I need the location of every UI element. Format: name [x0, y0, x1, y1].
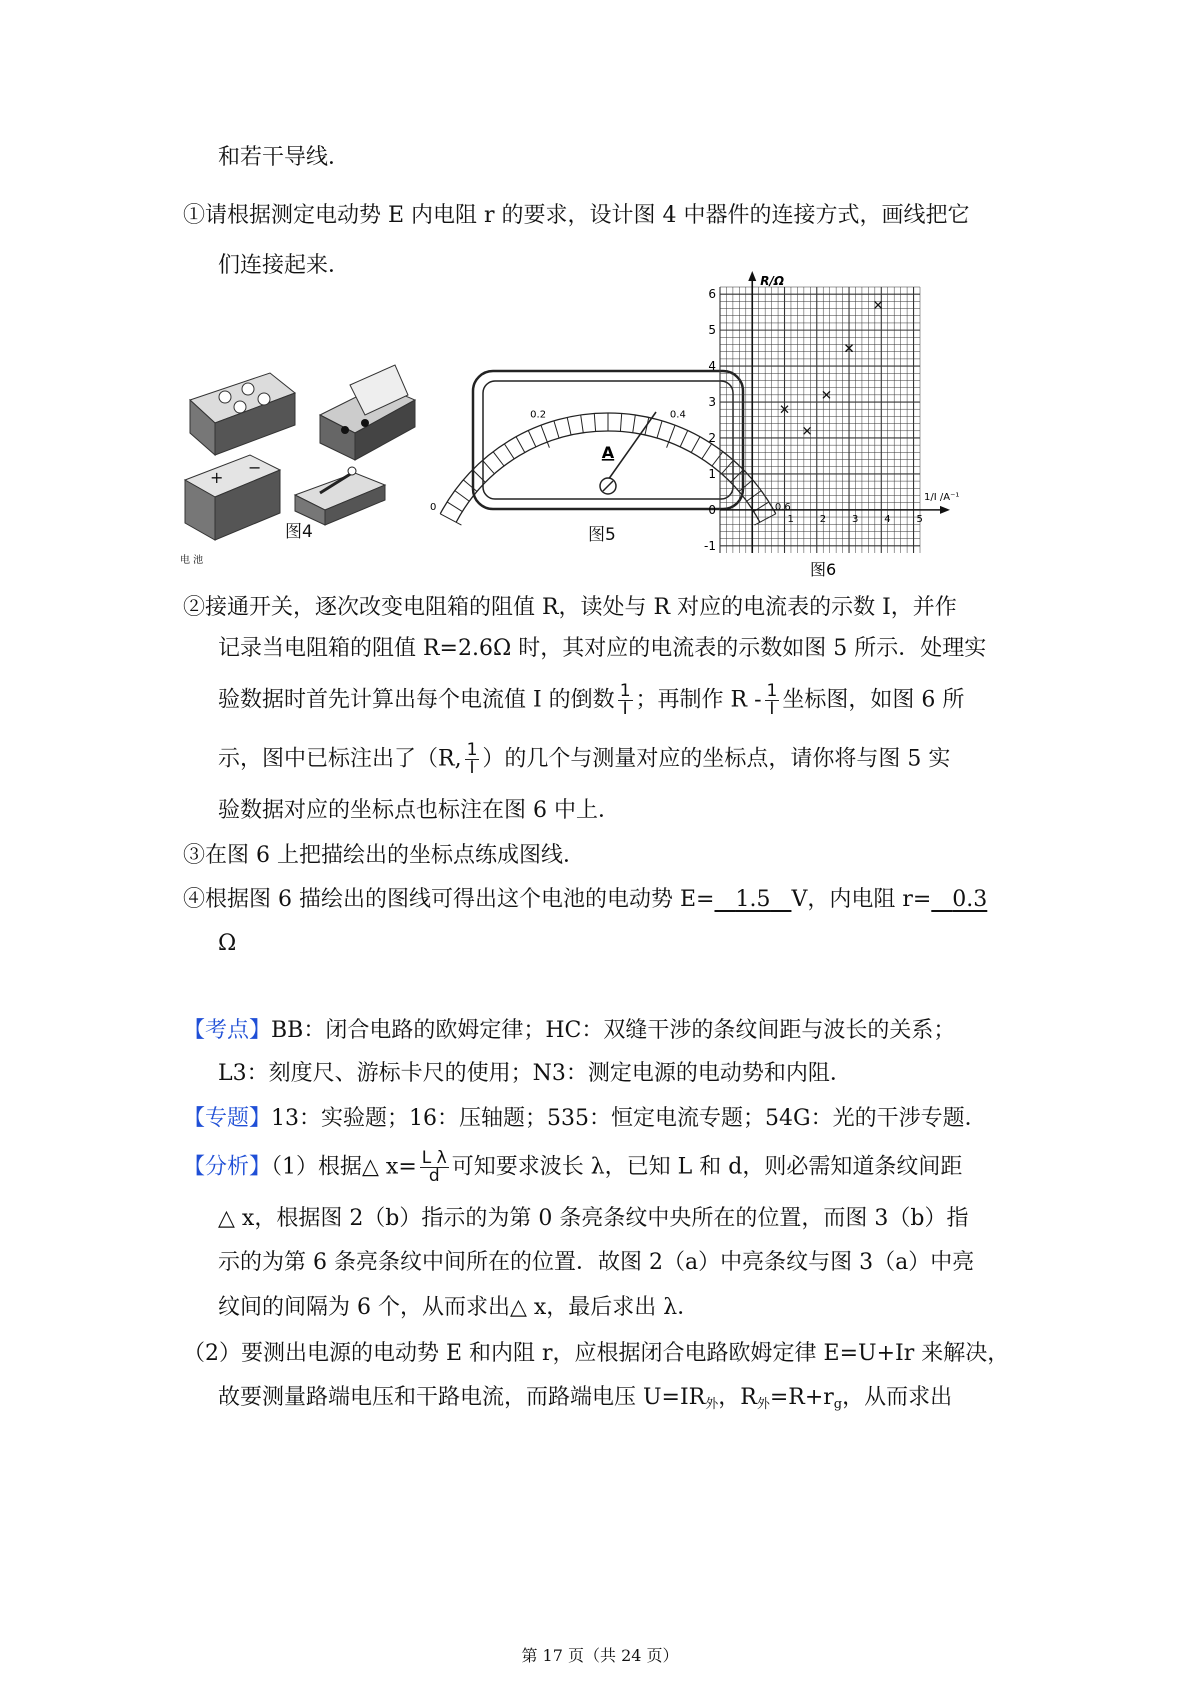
- x-tick-label: 3: [852, 513, 859, 525]
- y-tick-label: 5: [708, 323, 716, 338]
- dial-tick-label: 0.2: [530, 409, 547, 421]
- figure-6-chart: [700, 265, 1000, 595]
- text-line: 故要测量路端电压和干路电流，而路端电压 U=IR外，R外=R+rg，从而求出: [218, 1385, 953, 1412]
- fenxi-tag: 【分析】: [183, 1154, 272, 1180]
- text-line: ②接通开关，逐次改变电阻箱的阻值 R，读处与 R 对应的电流表的示数 I，并作: [183, 595, 957, 620]
- text-line: 验数据对应的坐标点也标注在图 6 中上．: [218, 798, 620, 823]
- zhuanti-tag: 【专题】: [183, 1106, 272, 1131]
- dial-tick-label: 0: [429, 502, 437, 514]
- svg-text:+: +: [210, 468, 224, 487]
- x-tick-label: 4: [884, 513, 891, 525]
- kaodian-line: 【考点】BB：闭合电路的欧姆定律；HC：双缝干涉的条纹间距与波长的关系；: [183, 1018, 956, 1043]
- figure-5-label: 图5: [588, 525, 616, 545]
- text-line: L3：刻度尺、游标卡尺的使用；N3：测定电源的电动势和内阻．: [218, 1061, 852, 1086]
- ammeter-letter: A: [601, 443, 615, 462]
- dial-tick: [455, 491, 470, 502]
- data-point: [875, 301, 882, 308]
- dial-tick: [447, 502, 462, 512]
- y-tick-label: 2: [708, 430, 716, 445]
- text-line: 示，图中已标注出了（R, $\frac{1}{I}$ ）的几个与测量对应的坐标点，请你将与图 5 实: [218, 740, 951, 778]
- text-line: Ω: [218, 931, 237, 956]
- text-line: △ x，根据图 2（b）指示的为第 0 条亮条纹中央所在的位置，而图 3（b）指: [218, 1206, 969, 1231]
- x-axis-arrow: [940, 506, 950, 514]
- text-line: 验数据时首先计算出每个电流值 I 的倒数 $\frac{1}{I}$ ；再制作 R - $\frac{1}{I}$ 坐标图，如图 6 所: [218, 681, 965, 719]
- y-tick-label: 0: [708, 502, 716, 517]
- answer-emf: 1.5: [735, 887, 771, 912]
- y-tick-label: 3: [708, 395, 716, 410]
- page-footer: 第 17 页（共 24 页）: [521, 1646, 679, 1665]
- text-line: 记录当电阻箱的阻值 R=2.6Ω 时，其对应的电流表的示数如图 5 所示．处理实: [218, 636, 987, 661]
- text-line: 示的为第 6 条亮条纹中间所在的位置．故图 2（a）中亮条纹与图 3（a）中亮: [218, 1250, 975, 1275]
- battery: [180, 455, 280, 566]
- fraction-1-over-i: $\frac{1}{I}$: [766, 681, 778, 719]
- text-line: 们连接起来．: [218, 253, 351, 278]
- y-tick-label: 6: [708, 287, 716, 302]
- fenxi-line: 【分析】（1）根据△ x= $\frac{\text{L λ}}{d}$ 可知要求波长 λ，已知 L 和 d，则必需知道条纹间距: [183, 1148, 963, 1186]
- zhuanti-line: 【专题】13：实验题；16：压轴题；535：恒定电流专题；54G：光的干涉专题．: [183, 1106, 987, 1131]
- dial-tick-label: 0.6: [774, 502, 791, 514]
- y-axis-label: R/Ω: [760, 274, 785, 288]
- text-line: ③在图 6 上把描绘出的坐标点练成图线．: [183, 843, 585, 868]
- answer-internal-resistance: 0.3: [952, 887, 988, 912]
- text-line: ①请根据测定电动势 E 内电阻 r 的要求，设计图 4 中器件的连接方式，画线把它: [183, 203, 970, 228]
- fraction-1-over-i: $\frac{1}{I}$: [466, 740, 478, 778]
- switch: [295, 467, 385, 525]
- text-line: 纹间的间隔为 6 个，从而求出△ x，最后求出 λ．: [218, 1295, 700, 1320]
- ammeter-device: [320, 365, 415, 460]
- dial-tick-label: 0.4: [669, 409, 686, 421]
- text-line: （2）要测出电源的电动势 E 和内阻 r，应根据闭合电路欧姆定律 E=U+Ir 来解决，: [183, 1341, 1010, 1366]
- y-tick-label: 4: [708, 359, 716, 374]
- text-line: ④根据图 6 描绘出的图线可得出这个电池的电动势 E= 1.5 V，内电阻 r= 0.3: [183, 887, 988, 912]
- battery-label: 电 池: [180, 555, 204, 566]
- text-line: 和若干导线．: [218, 145, 351, 170]
- y-tick-label: -1: [704, 538, 716, 553]
- fraction-1-over-i: $\frac{1}{I}$: [619, 681, 631, 719]
- resistance-box: [190, 373, 295, 455]
- x-axis-label: 1/I /A⁻¹: [924, 491, 960, 503]
- y-tick-label: 1: [708, 466, 716, 481]
- fraction-l-lambda-over-d: $\frac{\text{L λ}}{d}$: [421, 1148, 447, 1186]
- figure-4-apparatus: [180, 355, 440, 595]
- figure-4-label: 图4: [285, 522, 313, 542]
- y-axis-arrow: [748, 271, 756, 281]
- kaodian-tag: 【考点】: [183, 1018, 272, 1043]
- figure-6-label: 图6: [810, 560, 837, 579]
- svg-text:−: −: [248, 458, 262, 477]
- x-tick-label: 5: [916, 513, 923, 525]
- x-tick-label: 1: [787, 513, 794, 525]
- x-tick-label: 2: [819, 513, 827, 525]
